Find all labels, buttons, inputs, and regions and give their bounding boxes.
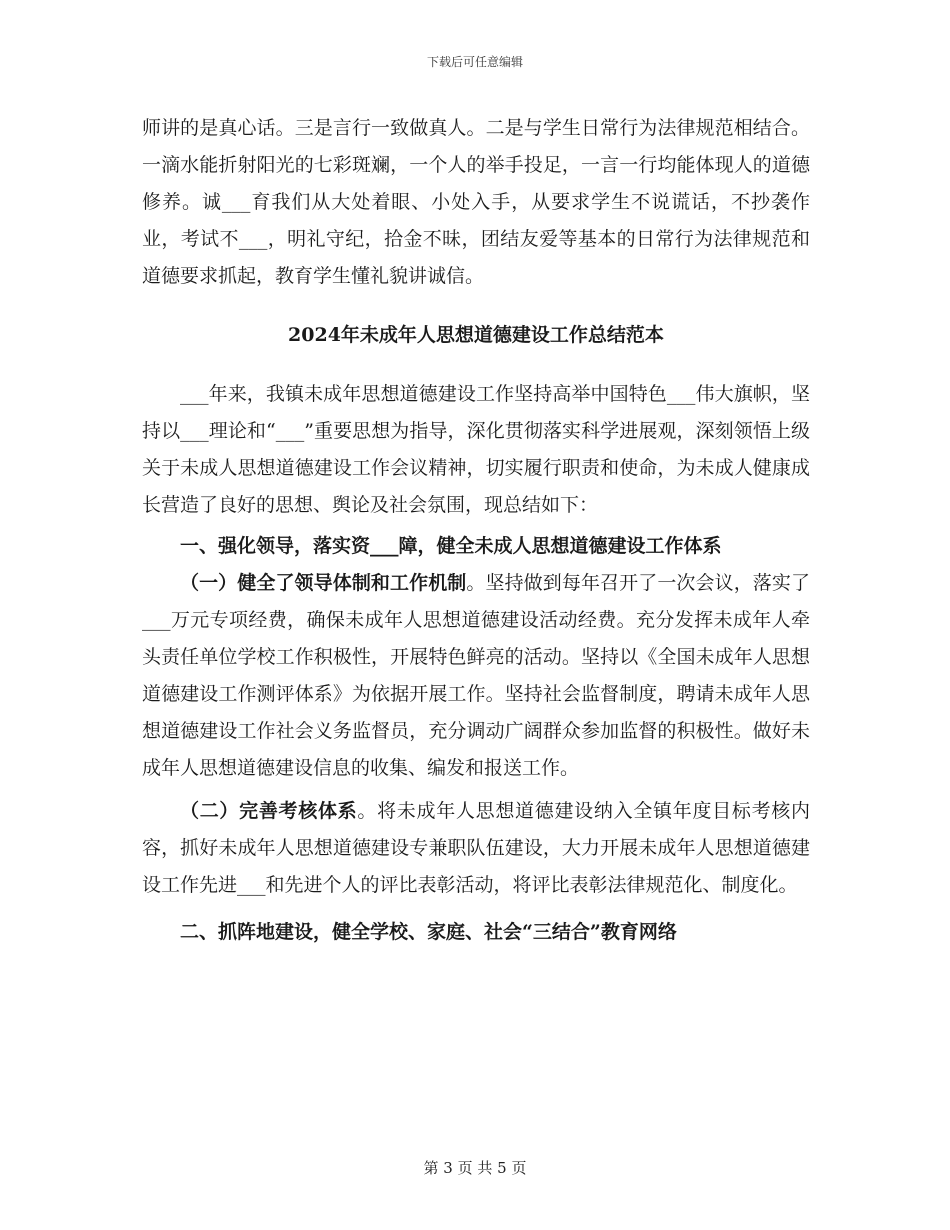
section-heading-2: 二、抓阵地建设，健全学校、家庭、社会“三结合”教育网络 [180, 921, 677, 943]
subsection-label-2: （二）完善考核体系 [180, 800, 358, 822]
document-title: 2024年未成年人思想道德建设工作总结范本 [288, 324, 664, 346]
paragraph-continued: 师讲的是真心话。三是言行一致做真人。二是与学生日常行为法律规范相结合。一滴水能折射阳光的七彩斑斓，一个人的举手投足，一言一行均能体现人的道德修养。诚___育我们从大处着眼、小处入手，从要求学生不说谎话，不抄袭作业，考试不___，明礼守纪，拾金不昧，团结友爱等基本的日常行为法律规范和道德要求抓起，教育学生懂礼貌讲诚信。 [142, 117, 810, 287]
section-heading-1: 一、强化领导，落实资___障，健全未成人思想道德建设工作体系 [180, 535, 722, 557]
subsection-text-1: 。坚持做到每年召开了一次会议，落实了___万元专项经费，确保未成年人思想道德建设活动经费。充分发挥未成年人牵头责任单位学校工作积极性，开展特色鲜亮的活动。坚持以《全国未成年人思想道德建设工作测评体系》为依据开展工作。坚持社会监督制度，聘请未成年人思想道德建设工作社会义务监督员，充分调动广阔群众参加监督的积极性。做好未成年人思想道德建设信息的收集、编发和报送工作。 [142, 572, 810, 779]
paragraph-subsection-2 [142, 793, 810, 904]
page-footer: 第 3 页 共 5 页 [423, 1159, 527, 1177]
document-body [142, 110, 810, 951]
subsection-text-2: 。将未成年人思想道德建设纳入全镇年度目标考核内容，抓好未成年人思想道德建设专兼职队伍建设，大力开展未成年人思想道德建设工作先进___和先进个人的评比表彰活动，将评比表彰法律规范化、制度化。 [142, 800, 810, 896]
paragraph-intro: ___年来，我镇未成年思想道德建设工作坚持高举中国特色___伟大旗帜，坚持以___理论和“___”重要思想为指导，深化贯彻落实科学进展观，深刻领悟上级关于未成人思想道德建设工作会议精神，切实履行职责和使命，为未成人健康成长营造了良好的思想、舆论及社会氛围，现总结如下： [142, 383, 810, 516]
subsection-label-1: （一）健全了领导体制和工作机制 [180, 572, 467, 594]
paragraph-subsection-1 [142, 565, 810, 787]
page-header: 下载后可任意编辑 [426, 55, 523, 69]
